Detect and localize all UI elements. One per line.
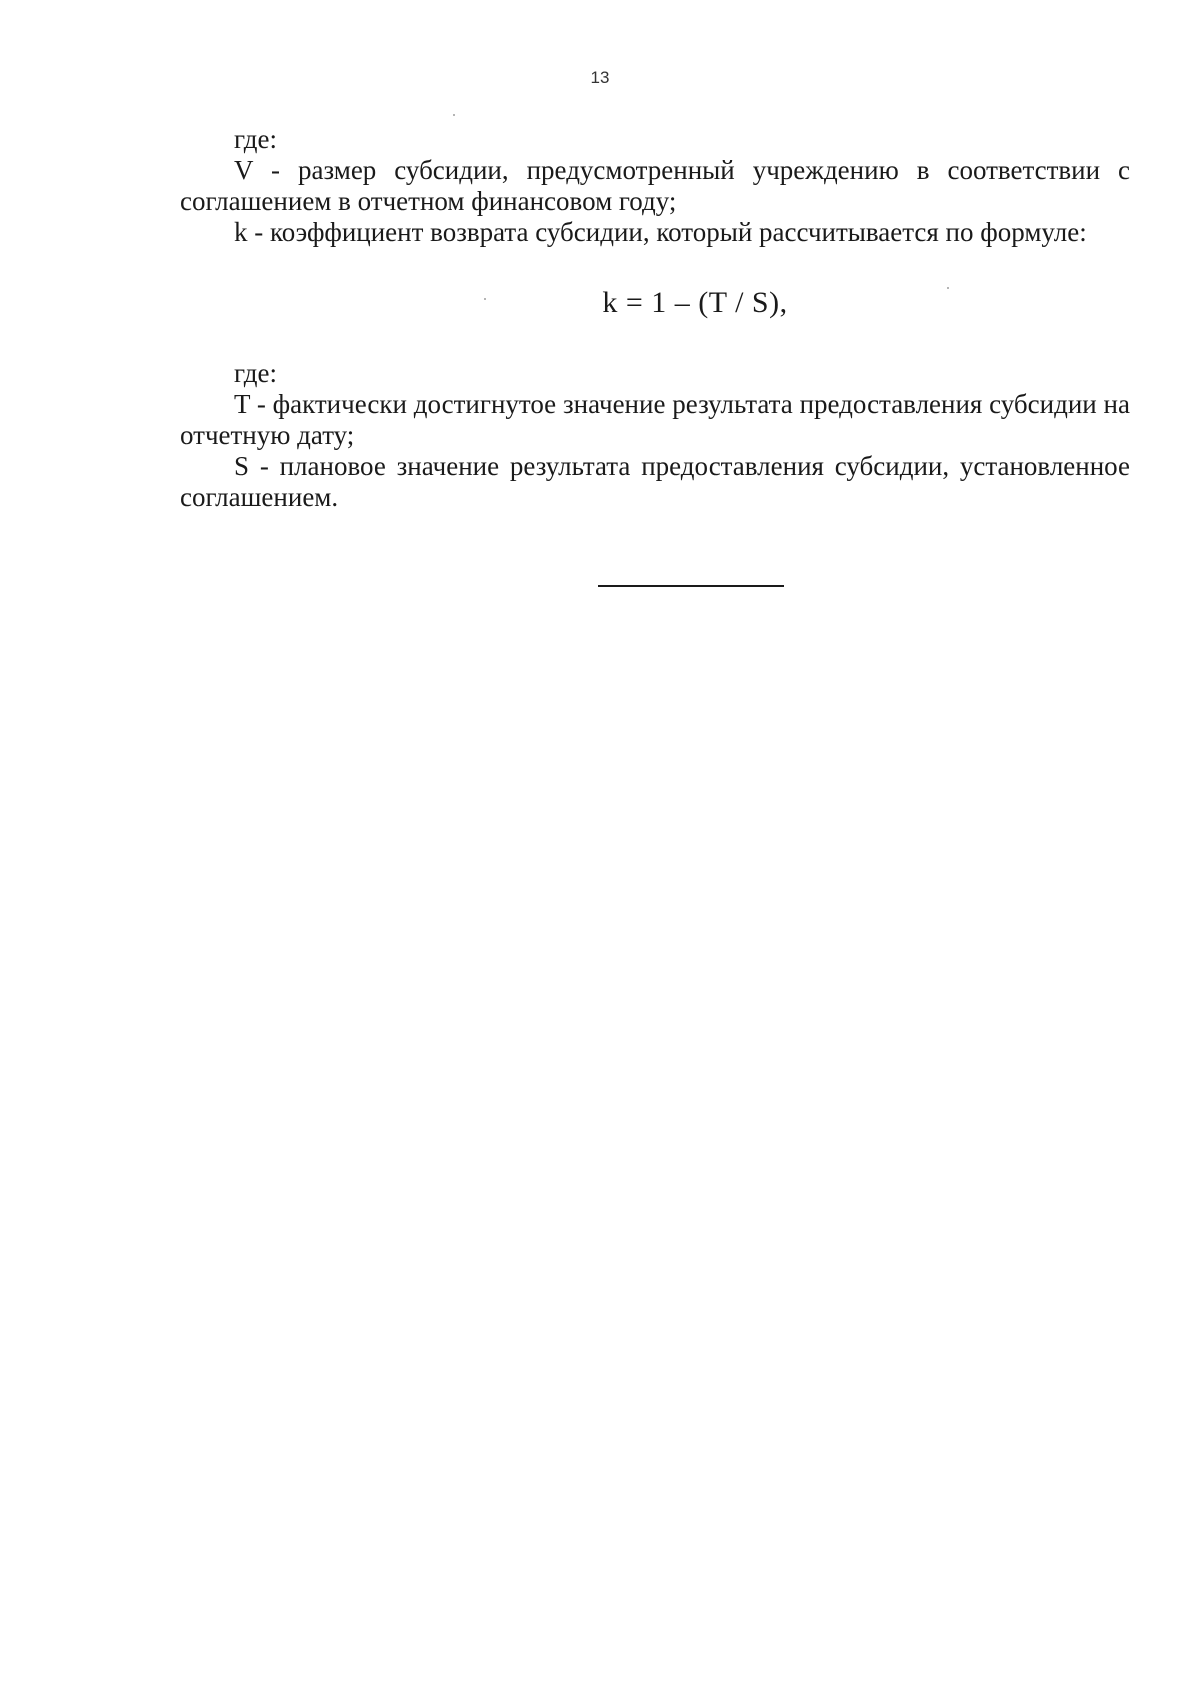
closing-divider — [598, 585, 784, 587]
paragraph-where-1: где: — [234, 124, 277, 154]
scan-speck — [453, 114, 455, 116]
scan-speck — [484, 298, 486, 300]
paragraph-s-definition: S - плановое значение результата предоставления субсидии, установленное соглашением. — [180, 451, 1130, 512]
page-number: 13 — [590, 68, 610, 87]
formula: k = 1 – (T / S), — [602, 286, 788, 319]
paragraph-t-definition: T - фактически достигнутое значение результата предоставления субсидии на отчетную дату; — [180, 389, 1130, 450]
paragraph-where-2: где: — [234, 358, 277, 388]
paragraph-k-definition: k - коэффициент возврата субсидии, который рассчитывается по формуле: — [234, 217, 1087, 247]
document-body — [180, 124, 1130, 513]
scan-speck — [947, 287, 949, 289]
paragraph-v-definition: V - размер субсидии, предусмотренный учреждению в соответствии с соглашением в отчетном финансовом году; — [180, 155, 1130, 216]
